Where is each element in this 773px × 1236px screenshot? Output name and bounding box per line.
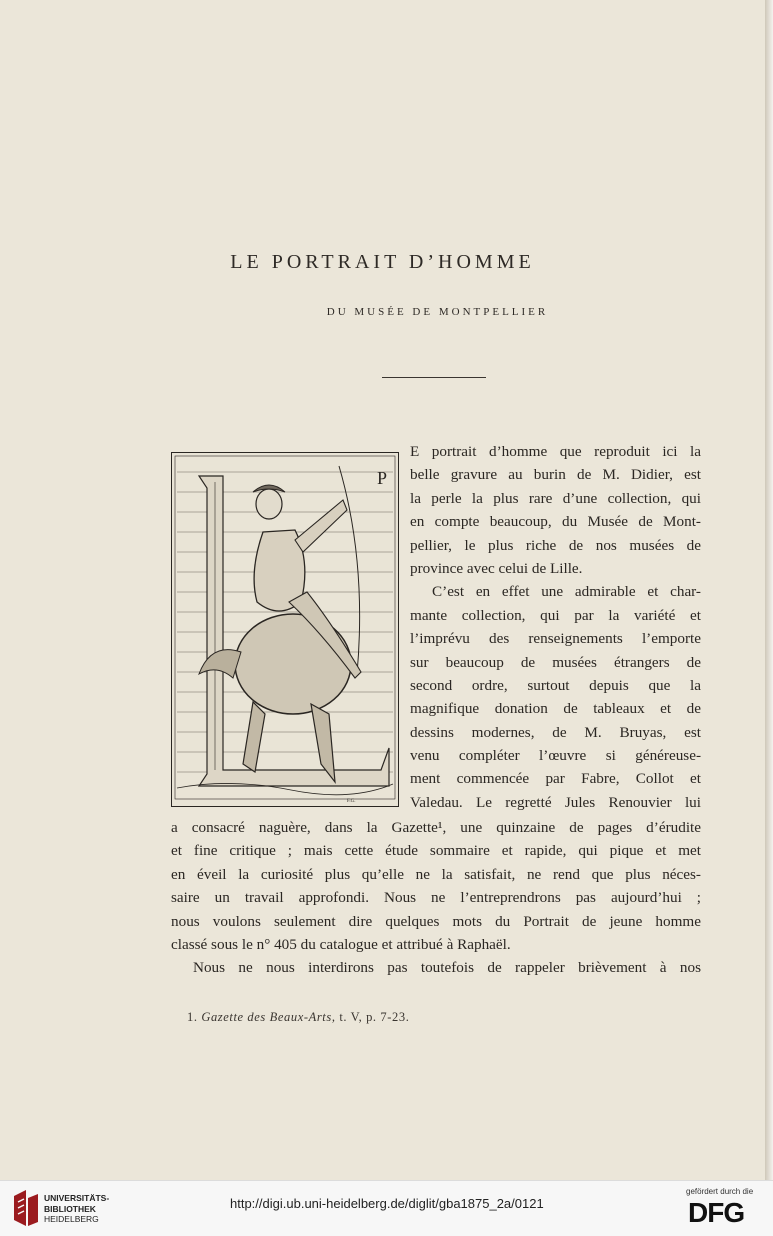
text-line: Valedau. Le regretté Jules Renouvier lui — [410, 793, 701, 811]
library-line: BIBLIOTHEK — [44, 1203, 96, 1214]
text-line: pellier, le plus riche de nos musées de — [410, 536, 701, 554]
text-line: belle gravure au burin de M. Didier, est — [410, 466, 701, 484]
text-line: mante collection, qui par la variété et — [410, 606, 701, 624]
footnote-reference: t. V, p. 7-23. — [339, 1010, 410, 1024]
university-library-logo-icon[interactable] — [10, 1188, 40, 1228]
article-title: LE PORTRAIT D’HOMME — [230, 251, 535, 273]
text-line: second ordre, surtout depuis que la — [410, 676, 701, 694]
text-line: l’imprévu des renseignements l’emporte — [410, 630, 701, 648]
library-line: HEIDELBERG — [44, 1214, 99, 1224]
text-line: nous voulons seulement dire quelques mots du Portrait de jeune homme — [171, 912, 701, 930]
text-line: E portrait d’homme que reproduit ici la — [410, 443, 701, 460]
svg-text:P: P — [377, 468, 388, 488]
text-line: et fine critique ; mais cette étude sommaire et rapide, qui pique et met — [171, 842, 701, 860]
text-line: venu compléter l’œuvre si généreuse- — [410, 747, 701, 765]
text-line: en compte beaucoup, du Musée de Mont- — [410, 513, 701, 531]
text-line: la perle la plus rare d’une collection, qui — [410, 489, 701, 507]
text-line: C’est en effet une admirable et char- — [432, 583, 701, 601]
paragraph-full-width — [171, 816, 701, 980]
text-line: dessins modernes, de M. Bruyas, est — [410, 723, 701, 741]
text-line: saire un travail approfondi. Nous ne l’entreprendrons pas aujourd’hui ; — [171, 889, 701, 907]
text-line: magnifique donation de tableaux et de — [410, 700, 701, 718]
dfg-logo[interactable]: DFG — [688, 1197, 745, 1228]
text-line: ment commencée par Fabre, Collot et — [410, 770, 701, 788]
sponsor-caption: gefördert durch die — [686, 1187, 754, 1196]
paragraph-right-column — [410, 440, 701, 814]
engraved-initial-illustration — [171, 452, 399, 807]
library-line: UNIVERSITÄTS- — [44, 1193, 110, 1203]
footnote-source: Gazette des Beaux-Arts, — [201, 1010, 336, 1024]
footnote-number: 1. — [187, 1010, 198, 1024]
university-library-name — [44, 1193, 109, 1225]
text-line: Nous ne nous interdirons pas toutefois de rappeler brièvement à nos — [193, 959, 701, 977]
footnote — [187, 1010, 409, 1025]
page-edge — [765, 0, 773, 1180]
text-line: province avec celui de Lille. — [410, 559, 583, 577]
text-line: a consacré naguère, dans la Gazette¹, une quinzaine de pages d’érudite — [171, 819, 701, 836]
title-divider — [382, 377, 486, 378]
article-subtitle: DU MUSÉE DE MONTPELLIER — [326, 306, 549, 318]
text-line: en éveil la curiosité plus qu’elle ne la satisfait, ne rend que plus néces- — [171, 865, 701, 883]
text-line: classé sous le n° 405 du catalogue et attribué à Raphaël. — [171, 935, 511, 953]
text-line: sur beaucoup de musées étrangers de — [410, 653, 701, 671]
svg-text:F.G.: F.G. — [347, 799, 356, 804]
permalink-url[interactable]: http://digi.ub.uni-heidelberg.de/diglit/gba1875_2a/0121 — [230, 1196, 544, 1211]
